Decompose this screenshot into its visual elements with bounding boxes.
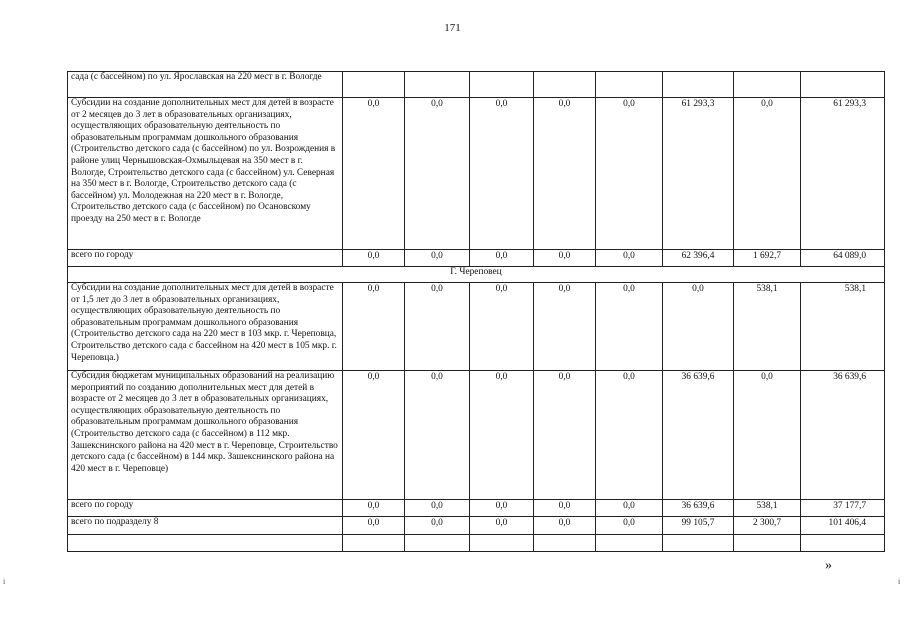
value-cell: 0,0 <box>596 371 663 500</box>
value-cell: 0,0 <box>405 500 470 517</box>
left-edge-mark: i <box>3 577 6 586</box>
value-cell <box>405 72 470 98</box>
table-row-total <box>68 500 885 517</box>
value-cell: 0,0 <box>596 500 663 517</box>
value-cell <box>663 535 734 552</box>
value-cell: 0,0 <box>534 98 596 250</box>
value-cell: 0,0 <box>663 283 734 371</box>
value-cell: 0,0 <box>470 283 534 371</box>
value-cell: 0,0 <box>596 517 663 535</box>
value-cell: 0,0 <box>596 283 663 371</box>
closing-quote: » <box>825 558 832 573</box>
value-cell <box>343 535 405 552</box>
value-cell <box>470 72 534 98</box>
value-cell: 0,0 <box>470 98 534 250</box>
value-cell: 0,0 <box>343 517 405 535</box>
budget-table <box>67 71 885 552</box>
row-description: Субсидия бюджетам муниципальных образований на реализацию мероприятий по созданию дополнительных мест для детей в возрасте от 2 месяцев до 3 лет в образовательных организациях, осуществляющих образовательную деятельность по образовательным программам дошкольного образования (Строительство детского сада (с бассейном) в 112 мкр. Зашекснинского района на 420 мест в г. Череповце, Строительство детского сада (с бассейном) в 144 мкр. Зашекснинского района на 420 мест в г. Череповце) <box>68 371 343 500</box>
table-row <box>68 98 885 250</box>
value-cell: 1 692,7 <box>734 250 801 267</box>
value-cell: 0,0 <box>596 250 663 267</box>
row-description <box>68 535 343 552</box>
value-cell: 0,0 <box>343 98 405 250</box>
value-cell: 36 639,6 <box>801 371 885 500</box>
value-cell: 0,0 <box>343 250 405 267</box>
value-cell: 538,1 <box>801 283 885 371</box>
value-cell: 37 177,7 <box>801 500 885 517</box>
value-cell <box>534 535 596 552</box>
table-row <box>68 72 885 98</box>
value-cell: 0,0 <box>343 500 405 517</box>
value-cell: 0,0 <box>534 283 596 371</box>
value-cell <box>801 72 885 98</box>
row-description: Субсидии на создание дополнительных мест для детей в возрасте от 1,5 лет до 3 лет в образовательных организациях, осуществляющих образовательную деятельность по образовательным программам дошкольного образования (Строительство детского сада на 220 мест в 103 мкр. г. Череповца, Строительство детского сада с бассейном на 420 мест в 105 мкр. г. Череповца.) <box>68 283 343 371</box>
value-cell: 538,1 <box>734 283 801 371</box>
value-cell: 2 300,7 <box>734 517 801 535</box>
value-cell: 0,0 <box>470 250 534 267</box>
value-cell <box>801 535 885 552</box>
row-description: сада (с бассейном) по ул. Ярославская на 220 мест в г. Вологде <box>68 72 343 98</box>
value-cell: 62 396,4 <box>663 250 734 267</box>
section-title: Г. Череповец <box>68 267 885 283</box>
value-cell <box>663 72 734 98</box>
value-cell: 0,0 <box>470 517 534 535</box>
value-cell: 0,0 <box>534 371 596 500</box>
value-cell: 36 639,6 <box>663 500 734 517</box>
row-description: всего по городу <box>68 250 343 267</box>
value-cell: 0,0 <box>734 371 801 500</box>
value-cell: 61 293,3 <box>663 98 734 250</box>
value-cell: 99 105,7 <box>663 517 734 535</box>
value-cell: 0,0 <box>405 98 470 250</box>
value-cell <box>596 72 663 98</box>
value-cell: 0,0 <box>470 500 534 517</box>
value-cell: 0,0 <box>405 371 470 500</box>
value-cell: 0,0 <box>343 371 405 500</box>
value-cell <box>470 535 534 552</box>
value-cell <box>596 535 663 552</box>
value-cell: 0,0 <box>534 517 596 535</box>
value-cell: 0,0 <box>734 98 801 250</box>
value-cell: 36 639,6 <box>663 371 734 500</box>
value-cell <box>734 535 801 552</box>
row-description: всего по городу <box>68 500 343 517</box>
value-cell: 64 089,0 <box>801 250 885 267</box>
table-row-empty <box>68 535 885 552</box>
value-cell: 101 406,4 <box>801 517 885 535</box>
value-cell <box>343 72 405 98</box>
row-description: всего по подразделу 8 <box>68 517 343 535</box>
section-row <box>68 267 885 283</box>
value-cell: 0,0 <box>343 283 405 371</box>
value-cell <box>734 72 801 98</box>
table-row-total <box>68 517 885 535</box>
value-cell: 0,0 <box>405 250 470 267</box>
value-cell: 0,0 <box>534 250 596 267</box>
table-row <box>68 371 885 500</box>
value-cell: 0,0 <box>405 517 470 535</box>
page-number: 171 <box>444 22 461 34</box>
value-cell: 0,0 <box>534 500 596 517</box>
value-cell <box>405 535 470 552</box>
value-cell: 538,1 <box>734 500 801 517</box>
value-cell: 0,0 <box>405 283 470 371</box>
table-row <box>68 283 885 371</box>
value-cell: 0,0 <box>596 98 663 250</box>
table-row-total <box>68 250 885 267</box>
value-cell: 61 293,3 <box>801 98 885 250</box>
row-description: Субсидии на создание дополнительных мест для детей в возрасте от 2 месяцев до 3 лет в образовательных организациях, осуществляющих образовательную деятельность по образовательным программам дошкольного образования (Строительство детского сада (с бассейном) по ул. Возрождения в районе улиц Чернышовская-Охмыльцевая на 350 мест в г. Вологде, Строительство детского сада (с бассейном) ул. Северная на 350 мест в г. Вологде, Строительство детского сада (с бассейном) ул. Молодежная на 220 мест в г. Вологде, Строительство детского сада (с бассейном) по Осановскому проезду на 250 мест в г. Вологде <box>68 98 343 250</box>
value-cell <box>534 72 596 98</box>
right-edge-mark: i <box>898 577 901 586</box>
value-cell: 0,0 <box>470 371 534 500</box>
